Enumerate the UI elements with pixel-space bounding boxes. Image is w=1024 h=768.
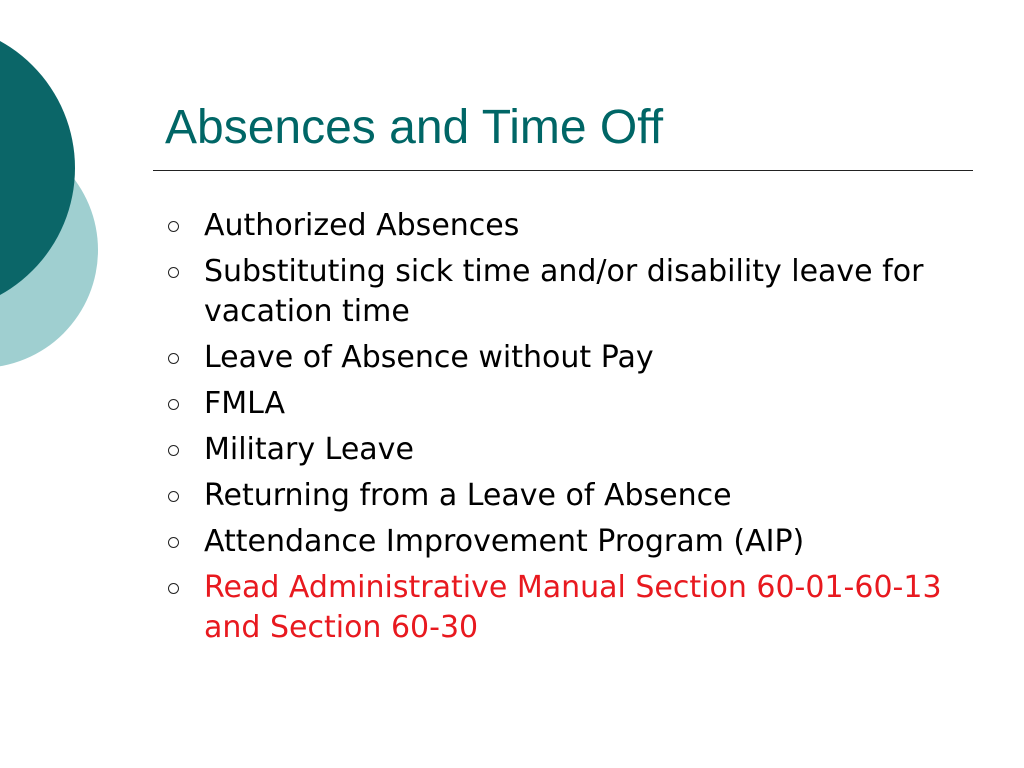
- bullet-item: [168, 252, 948, 332]
- bullet-text: Attendance Improvement Program (AIP): [204, 524, 805, 559]
- bullet-text: Substituting sick time and/or disability leave for vacation time: [204, 254, 924, 329]
- hollow-circle-icon: [168, 267, 179, 278]
- decorative-circles: [0, 0, 110, 420]
- slide-title: Absences and Time Off: [165, 101, 664, 154]
- bullet-item: [168, 206, 948, 246]
- bullet-text: FMLA: [204, 386, 286, 421]
- hollow-circle-icon: [168, 583, 179, 594]
- bullet-item: [168, 568, 948, 648]
- title-divider: [153, 170, 973, 171]
- bullet-item: [168, 338, 948, 378]
- hollow-circle-icon: [168, 491, 179, 502]
- hollow-circle-icon: [168, 221, 179, 232]
- bullet-text: Read Administrative Manual Section 60-01-60-13 and Section 60-30: [204, 570, 942, 645]
- bullet-item: [168, 384, 948, 424]
- hollow-circle-icon: [168, 399, 179, 410]
- bullet-item: [168, 522, 948, 562]
- hollow-circle-icon: [168, 537, 179, 548]
- bullet-list: [168, 206, 948, 654]
- bullet-text: Returning from a Leave of Absence: [204, 478, 732, 513]
- bullet-item: [168, 476, 948, 516]
- bullet-text: Authorized Absences: [204, 208, 520, 243]
- bullet-text: Military Leave: [204, 432, 414, 467]
- bullet-item: [168, 430, 948, 470]
- hollow-circle-icon: [168, 353, 179, 364]
- bullet-text: Leave of Absence without Pay: [204, 340, 654, 375]
- hollow-circle-icon: [168, 445, 179, 456]
